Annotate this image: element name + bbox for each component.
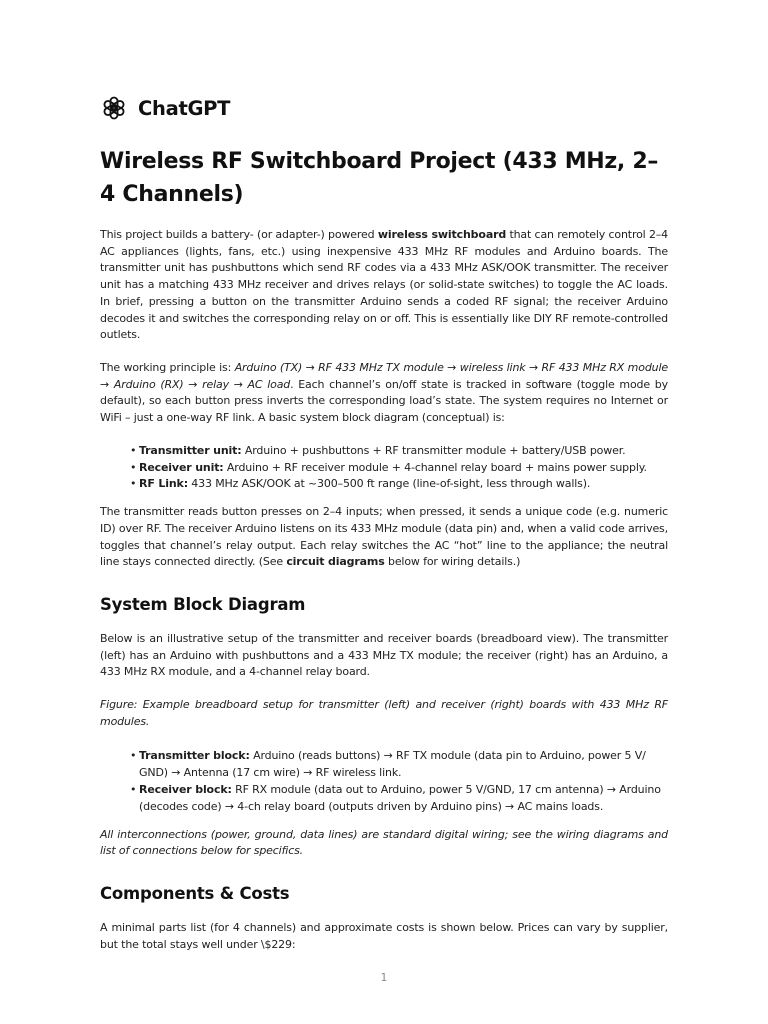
transmitter-paragraph: The transmitter reads button presses on 2–4 inputs; when pressed, it sends a unique code (e.g. numeric ID) over RF. The receiver Arduino listens on its 433 MHz module (data pin) and, when a valid code arrives, toggles that channel’s relay output. Each relay switches the AC “hot” line to the appliance; the neutral line stays connected directly. (See circuit diagrams below for wiring details.) xyxy=(100,505,668,569)
circuit-diagrams-ref: circuit diagrams xyxy=(286,555,385,569)
document-page xyxy=(100,92,668,969)
section-heading-block-diagram: System Block Diagram xyxy=(100,594,306,614)
list-item: • Receiver block: RF RX module (data out to Arduino, power 5 V/GND, 17 cm antenna) → Arduino (decodes code) → 4-ch relay board (outputs driven by Arduino pins) → AC mains loads. xyxy=(130,783,661,813)
list-item: • Transmitter block: Arduino (reads buttons) → RF TX module (data pin to Arduino, power 5 V/ GND) → Antenna (17 cm wire) → RF wireless link. xyxy=(130,749,646,780)
brand-name: ChatGPT xyxy=(138,96,231,120)
chatgpt-logo-icon xyxy=(100,94,128,122)
section-heading-components: Components & Costs xyxy=(100,884,290,904)
intro-paragraph: This project builds a battery- (or adapter-) powered wireless switchboard that can remotely control 2–4 AC appliances (lights, fans, etc.) using inexpensive 433 MHz RF modules and Arduino boards. The transmitter unit has pushbuttons which send RF codes via a 433 MHz ASK/OOK transmitter. The receiver unit has a matching 433 MHz receiver and drives relays (or solid-state switches) to toggle the AC loads. In brief, pressing a button on the transmitter Arduino sends a coded RF signal; the receiver Arduino decodes it and switches the corresponding relay on or off. This is essentially like DIY RF remote-controlled outlets. xyxy=(100,228,668,342)
brand-header xyxy=(100,92,668,124)
document-title: Wireless RF Switchboard Project (433 MHz, 2–4 Channels) xyxy=(100,149,659,207)
blocks-list xyxy=(100,748,668,815)
list-item: • Receiver unit: Arduino + RF receiver module + 4-channel relay board + mains power supply. xyxy=(130,460,647,474)
principle-chain: Arduino (TX) → RF 433 MHz TX module → wireless link → RF 433 MHz RX module → Arduino (RX) → relay → AC load xyxy=(100,360,668,391)
components-paragraph: A minimal parts list (for 4 channels) and approximate costs is shown below. Prices can vary by supplier, but the total stays well under \$229: xyxy=(100,921,668,951)
block-diagram-paragraph: Below is an illustrative setup of the transmitter and receiver boards (breadboard view). The transmitter (left) has an Arduino with pushbuttons and a 433 MHz TX module; the receiver (right) has an Arduino, a 433 MHz RX module, and a 4-channel relay board. xyxy=(100,631,668,679)
intro-bold: wireless switchboard xyxy=(377,228,507,241)
principle-paragraph: The working principle is: Arduino (TX) → RF 433 MHz TX module → wireless link → RF 433 MHz RX module → Arduino (RX) → relay → AC load. Each channel’s on/off state is tracked in software (toggle mode by default), so each button press inverts the corresponding load’s state. The system requires no Internet or WiFi – just a one-way RF link. A basic system block diagram (conceptual) is: xyxy=(100,360,668,425)
list-item: • RF Link: 433 MHz ASK/OOK at ~300–500 ft range (line-of-sight, less through walls). xyxy=(130,477,591,491)
units-list xyxy=(100,443,668,493)
figure-caption: Figure: Example breadboard setup for transmitter (left) and receiver (right) boards with 433 MHz RF modules. xyxy=(100,698,668,728)
page-number: 1 xyxy=(380,972,388,984)
interconnections-note: All interconnections (power, ground, data lines) are standard digital wiring; see the wiring diagrams and list of connections below for specifics. xyxy=(100,827,668,858)
list-item: • Transmitter unit: Arduino + pushbuttons + RF transmitter module + battery/USB power. xyxy=(130,443,626,457)
